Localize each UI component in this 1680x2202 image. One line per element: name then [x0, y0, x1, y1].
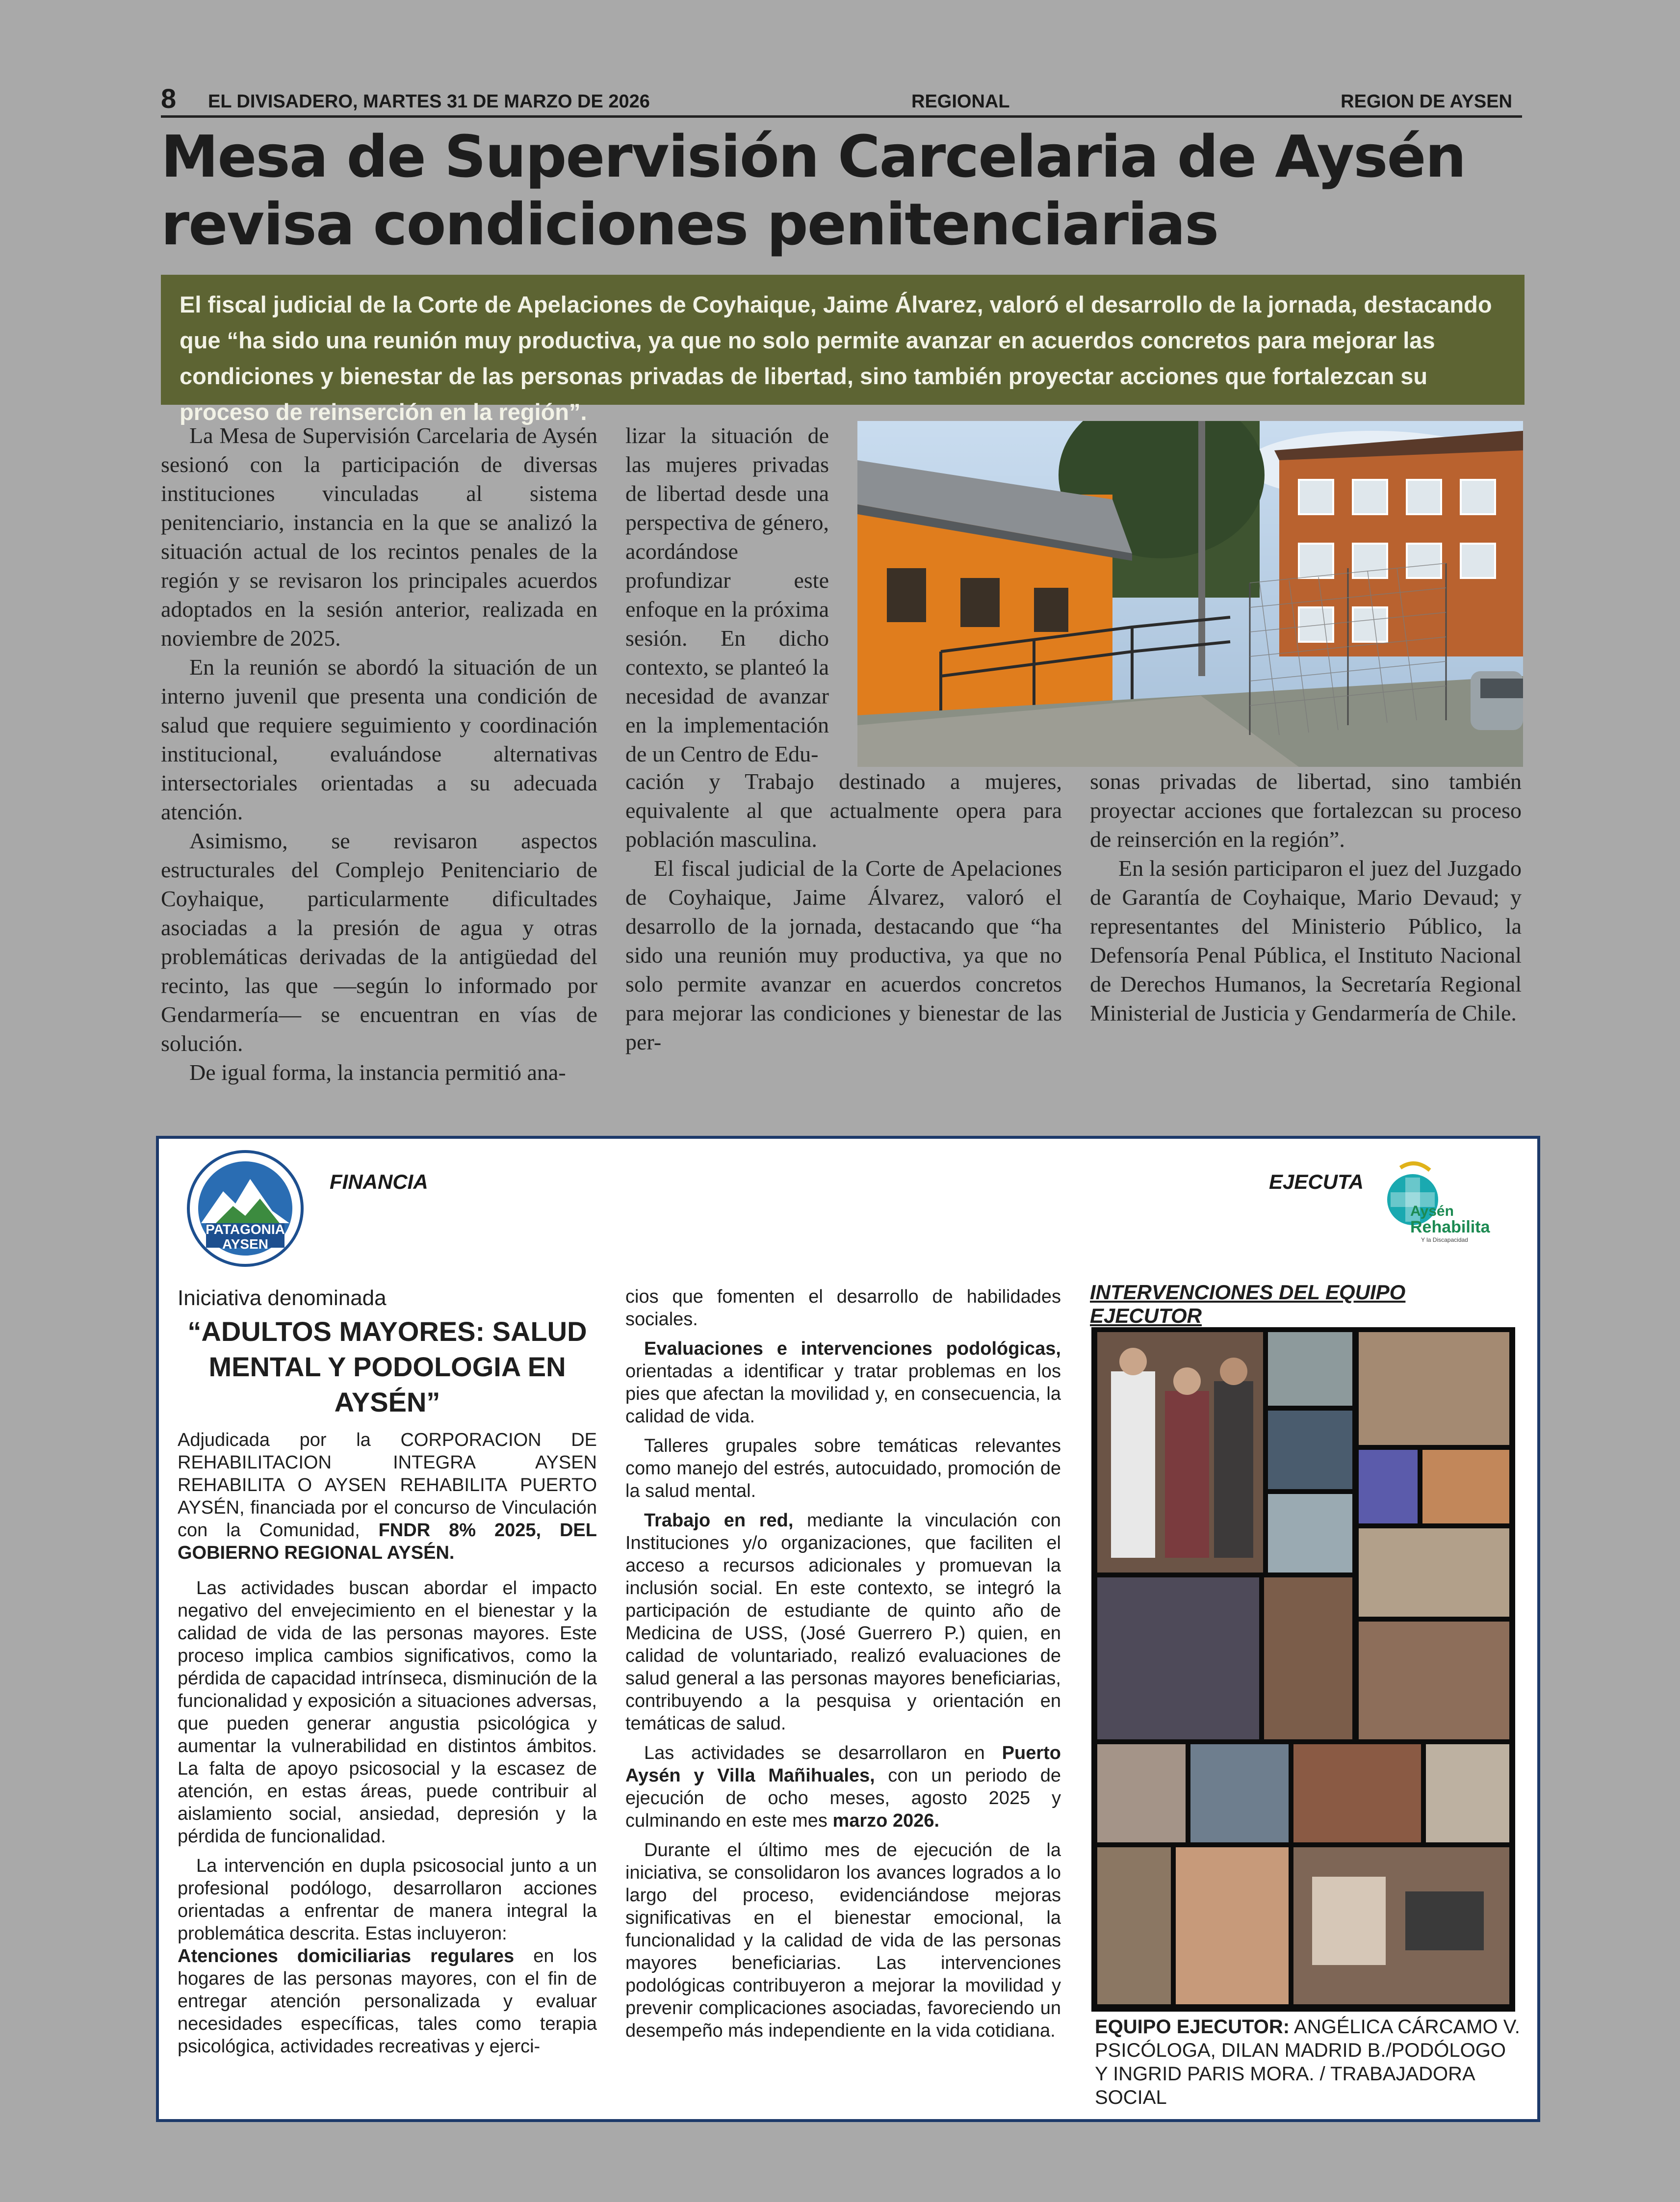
aysen-rehabilita-logo [1381, 1158, 1503, 1251]
paragraph: La intervención en dupla psicosocial junto a un profesional podólogo, desarrollaron acciones orientadas a enfrentar de manera integral la problemática descrita. Estas incluyeron: [178, 1856, 597, 1944]
paragraph [625, 1337, 1061, 1428]
bold-phrase: Puerto Aysén y Villa Mañihuales, [625, 1743, 1061, 1786]
logo-text: Y la Discapacidad [1421, 1236, 1468, 1243]
ad-column-right [1090, 1281, 1522, 1328]
article-column-1 [161, 421, 597, 1087]
photo-collage [1091, 1327, 1515, 2012]
article-column-2-bottom [625, 767, 1062, 1056]
bold-phrase: Evaluaciones e intervenciones podológicas, [644, 1338, 1061, 1359]
paragraph-tail: con un periodo de ejecución de ocho meses, agosto 2025 y culminando en este mes [625, 1765, 1061, 1831]
iniciativa-label: Iniciativa denominada [178, 1286, 387, 1310]
section-label: REGIONAL [911, 91, 1010, 112]
patagonia-aysen-logo [186, 1150, 304, 1267]
paragraph [178, 1945, 597, 2058]
caption-label: EQUIPO EJECUTOR: [1095, 2016, 1290, 2038]
financia-label: FINANCIA [330, 1170, 428, 1193]
paragraph: La Mesa de Supervisión Carcelaria de Aysén sesionó con la participación de diversas instituciones vinculadas al sistema penitenciario, instancia en la que se analizó la situación actual de los recintos penales de la región y se revisaron los principales acuerdos adoptados en la sesión anterior, realizada en noviembre de 2025. [161, 423, 597, 651]
paragraph-tail: orientadas a identificar y tratar problemas en los pies que afectan la movilidad y, en consecuencia, la calidad de vida. [625, 1361, 1061, 1427]
paragraph: cios que fomenten el desarrollo de habilidades sociales. [625, 1286, 1061, 1330]
paragraph [625, 1509, 1061, 1735]
paragraph: De igual forma, la instancia permitió ana- [189, 1060, 566, 1085]
paragraph: Durante el último mes de ejecución de la iniciativa, se consolidaron los avances logrados a lo largo del proceso, evidenciándose mejoras significativas en el bienestar emocional, la funcionalidad y la calidad de vida de las personas mayores beneficiarias. Las intervenciones podológicas contribuyeron a mejorar la movilidad y prevenir complicaciones asociadas, favoreciendo un desempeño más independiente en la vida cotidiana. [625, 1840, 1061, 2041]
paragraph [625, 1742, 1061, 1832]
paragraph-tail: en los hogares de las personas mayores, con el fin de entregar atención personalizada y evaluar necesidades específicas, tales como terapia psicológica, actividades recreativas y ejerci- [178, 1946, 597, 2057]
paragraph: Talleres grupales sobre temáticas relevantes como manejo del estrés, autocuidado, promoción de la salud mental. [625, 1436, 1061, 1501]
paragraph-tail: mediante la vinculación con Instituciones y/o organizaciones, que faciliten el acceso a recursos adicionales y promuevan la inclusión social. En este contexto, se integró la participación de estudiante de quinto año de Medicina de USS, (José Guerrero P.) quien, en calidad de voluntariado, realizó evaluaciones de salud general a las personas mayores beneficiarias, contribuyendo a la pesquisa y orientación en temáticas de salud. [625, 1510, 1061, 1734]
article-column-3 [1090, 767, 1522, 1027]
paragraph: En la reunión se abordó la situación de un interno juvenil que presenta una condición de salud que requiere seguimiento y coordinación institucional, evaluándose alternativas intersectoriales orientadas a su adecuada atención. [161, 655, 597, 824]
ejecuta-label: EJECUTA [1269, 1170, 1364, 1193]
equipo-ejecutor-caption [1095, 2015, 1522, 2109]
paragraph: Las actividades buscan abordar el impacto negativo del envejecimiento en el bienestar y la calidad de vida de las personas mayores. Este proceso implica cambios significativos, como la pérdida de capacidad intrínseca, disminución de la funcionalidad y exposición a situaciones adversas, que pueden generar angustia psicológica y aumentar la vulnerabilidad en distintos ámbitos. La falta de apoyo psicosocial y la escasez de atención, en estas áreas, puede contribuir al aislamiento social, ansiedad, depresión y la pérdida de funcionalidad. [178, 1578, 597, 1847]
paragraph-text: Las actividades se desarrollaron en [644, 1743, 985, 1763]
article-photo [857, 421, 1523, 767]
prison-building-image [857, 421, 1523, 767]
caption-text: ANGÉLICA CÁRCAMO V. PSICÓLOGA, DILAN MADRID B./PODÓLOGO Y INGRID PARIS MORA. / TRABAJADORA SOCIAL [1095, 2016, 1520, 2108]
bold-phrase: Atenciones domiciliarias regulares [178, 1946, 515, 1966]
article-headline: Mesa de Supervisión Carcelaria de Aysén revisa condiciones penitenciarias [161, 123, 1466, 258]
page-number: 8 [161, 83, 177, 114]
paragraph: En la sesión participaron el juez del Juzgado de Garantía de Coyhaique, Mario Devaud; y representantes del Ministerio Público, la Defensoría Penal Pública, el Instituto Nacional de Derechos Humanos, la Secretaría Regional Ministerial de Justicia y Gendarmería de Chile. [1090, 856, 1522, 1025]
paragraph: cación y Trabajo destinado a mujeres, equivalente al que actualmente opera para población masculina. [625, 769, 1062, 852]
article-column-2-top [625, 421, 829, 768]
fndr-text: FNDR 8% 2025, DEL GOBIERNO REGIONAL AYSÉN. [178, 1520, 597, 1563]
paragraph: lizar la situación de las mujeres privadas de libertad desde una perspectiva de género, acordándose profundizar este enfoque en la próxima sesión. En dicho contexto, se planteó la necesidad de avanzar en la implementación de un Centro de Edu- [625, 423, 829, 766]
paragraph: El fiscal judicial de la Corte de Apelaciones de Coyhaique, Jaime Álvarez, valoró el desarrollo de la jornada, destacando que “ha sido una reunión muy productiva, ya que no solo permite avanzar en acuerdos concretos para mejorar las condiciones y bienestar de las per- [625, 856, 1062, 1054]
adjudicada-text: Adjudicada por la CORPORACION DE REHABILITACION INTEGRA AYSEN REHABILITA O AYSEN REHABILITA PUERTO AYSÉN, financiada por el concurso de Vinculación con la Comunidad, [178, 1430, 597, 1541]
article-lead: El fiscal judicial de la Corte de Apelaciones de Coyhaique, Jaime Álvarez, valoró el desarrollo de la jornada, destacando que “ha sido una reunión muy productiva, ya que no solo permite avanzar en acuerdos concretos para mejorar las condiciones y bienestar de las personas privadas de libertad, sino también proyectar acciones que fortalezcan su proceso de reinserción en la región”. [161, 275, 1525, 405]
region-label: REGION DE AYSEN [1341, 91, 1512, 112]
page-header [161, 83, 1522, 118]
program-title: “ADULTOS MAYORES: SALUD MENTAL Y PODOLOGIA EN AYSÉN” [187, 1316, 587, 1417]
paragraph [178, 1429, 597, 1564]
ad-column-left [178, 1285, 597, 2065]
interventions-title: INTERVENCIONES DEL EQUIPO EJECUTOR [1090, 1281, 1406, 1327]
paragraph: Asimismo, se revisaron aspectos estructurales del Complejo Penitenciario de Coyhaique, particularmente dificultades asociadas a la presión de agua y otras problemáticas derivadas de la antigüedad del recinto, las que —según lo informado por Gendarmería— se encuentran en vías de solución. [161, 828, 597, 1056]
logo-text: Aysén [1410, 1203, 1454, 1219]
bold-phrase: Trabajo en red, [644, 1510, 794, 1531]
paragraph: sonas privadas de libertad, sino también proyectar acciones que fortalezcan su proceso de reinserción en la región”. [1090, 769, 1522, 852]
logo-text: PATAGONIA AYSEN [206, 1222, 285, 1252]
bold-phrase: marzo 2026. [832, 1810, 940, 1831]
ad-column-middle [625, 1285, 1061, 2049]
date-line: EL DIVISADERO, MARTES 31 DE MARZO DE 2026 [208, 91, 650, 112]
logo-text: Rehabilita [1410, 1218, 1490, 1236]
